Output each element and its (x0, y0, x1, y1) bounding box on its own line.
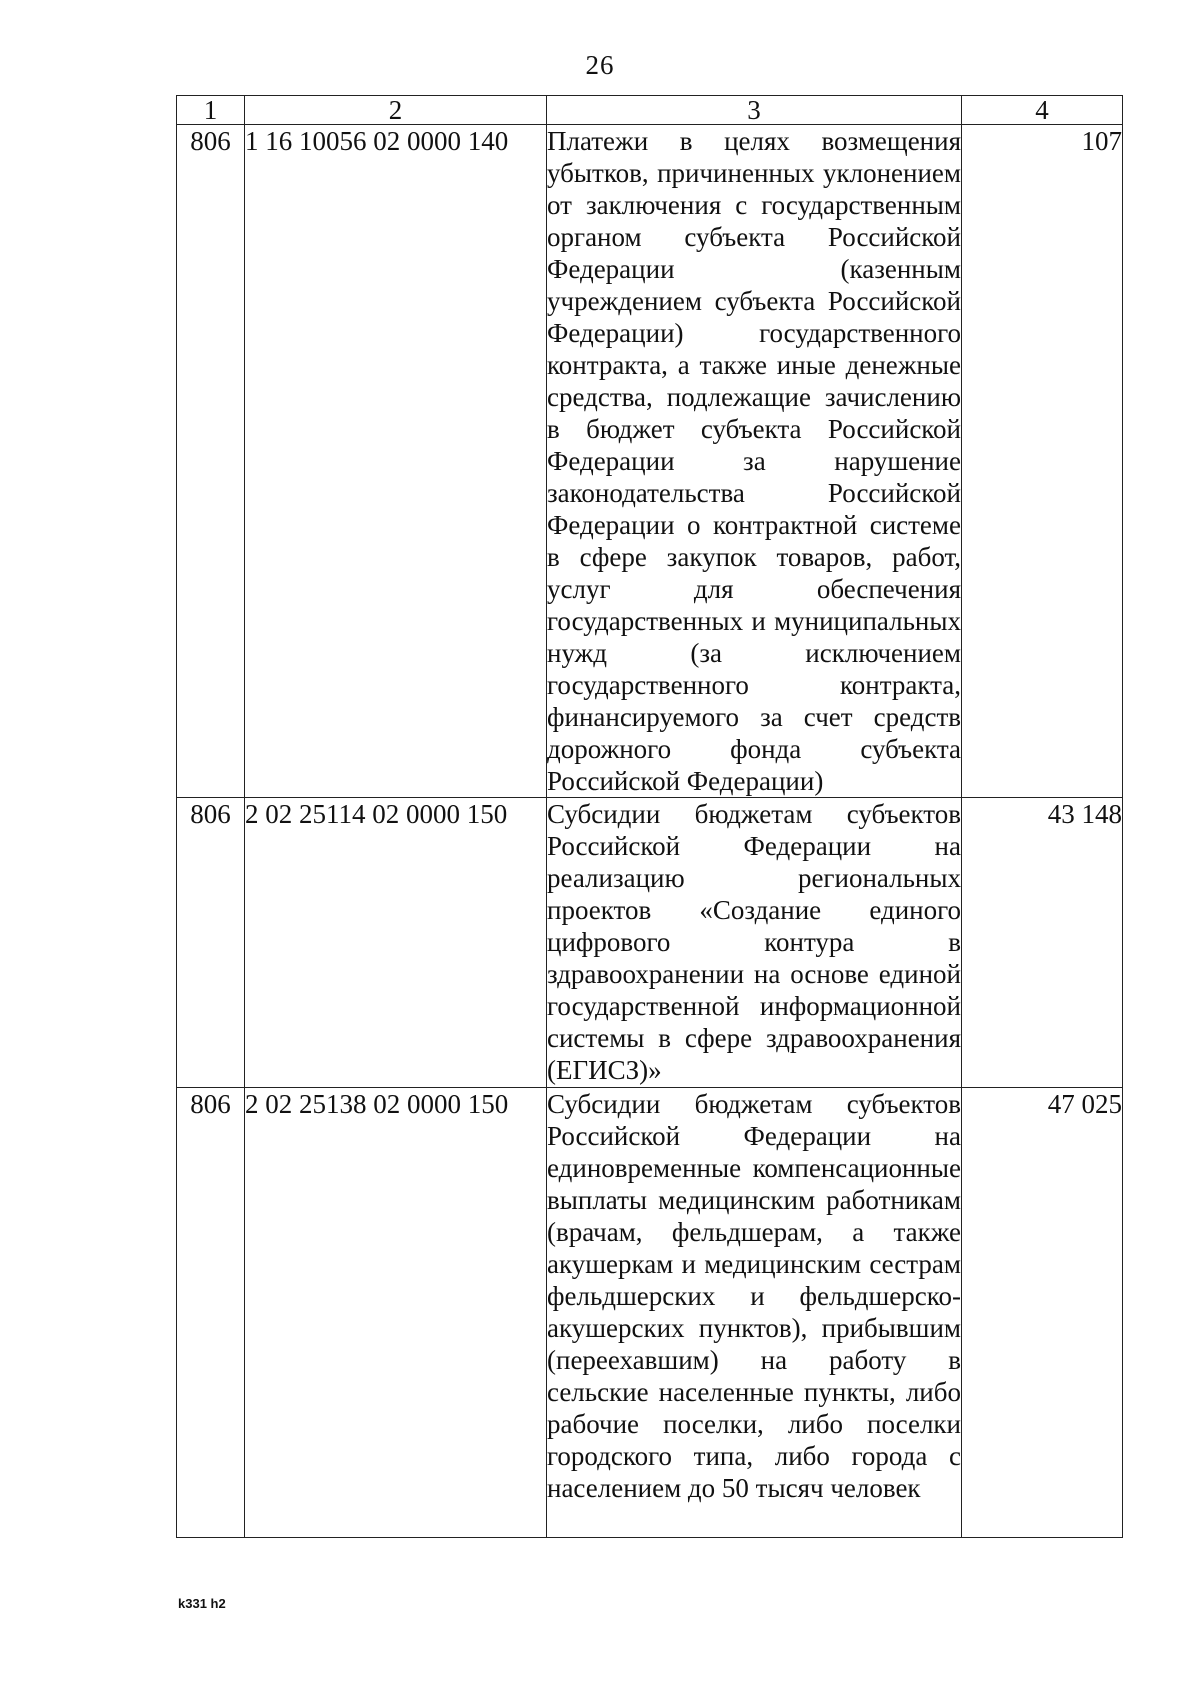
chapter-code-cell: 806 (177, 125, 245, 798)
document-code: k331 h2 (178, 1596, 226, 1611)
page-number: 26 (585, 50, 615, 80)
column-header-4: 4 (962, 96, 1123, 125)
amount-cell: 47 025 (962, 1088, 1123, 1538)
budget-code-cell: 2 02 25138 02 0000 150 (245, 1088, 547, 1538)
column-header-1: 1 (177, 96, 245, 125)
table-row (177, 125, 1123, 798)
chapter-code-cell: 806 (177, 1088, 245, 1538)
table-header-row (177, 96, 1123, 125)
budget-code-cell: 2 02 25114 02 0000 150 (245, 798, 547, 1088)
amount-cell: 43 148 (962, 798, 1123, 1088)
description-cell: Субсидии бюджетам субъектов Российской Федерации на единовременные компенсационные выплаты медицинским работникам (врачам, фельдшерам, а также акушеркам и медицинским сестрам фельдшерских и фельдшерско-акушерских пунктов), прибывшим (переехавшим) на работу в сельские населенные пункты, либо рабочие поселки, либо поселки городского типа, либо города с населением до 50 тысяч человек (547, 1088, 962, 1538)
description-cell: Субсидии бюджетам субъектов Российской Федерации на реализацию региональных проектов «Создание единого цифрового контура в здравоохранении на основе единой государственной информационной системы в сфере здравоохранения (ЕГИСЗ)» (547, 798, 962, 1088)
budget-table (176, 95, 1123, 1538)
description-cell: Платежи в целях возмещения убытков, причиненных уклонением от заключения с государственным органом субъекта Российской Федерации (казенным учреждением субъекта Российской Федерации) государственного контракта, а также иные денежные средства, подлежащие зачислению в бюджет субъекта Российской Федерации за нарушение законодательства Российской Федерации о контрактной системе в сфере закупок товаров, работ, услуг для обеспечения государственных и муниципальных нужд (за исключением государственного контракта, финансируемого за счет средств дорожного фонда субъекта Российской Федерации) (547, 126, 961, 796)
amount-cell: 107 (962, 125, 1123, 798)
column-header-2: 2 (245, 96, 547, 125)
chapter-code-cell: 806 (177, 798, 245, 1088)
column-header-3: 3 (547, 96, 962, 125)
budget-code-cell: 1 16 10056 02 0000 140 (245, 125, 547, 798)
table-row (177, 1088, 1123, 1538)
table-row (177, 798, 1123, 1088)
